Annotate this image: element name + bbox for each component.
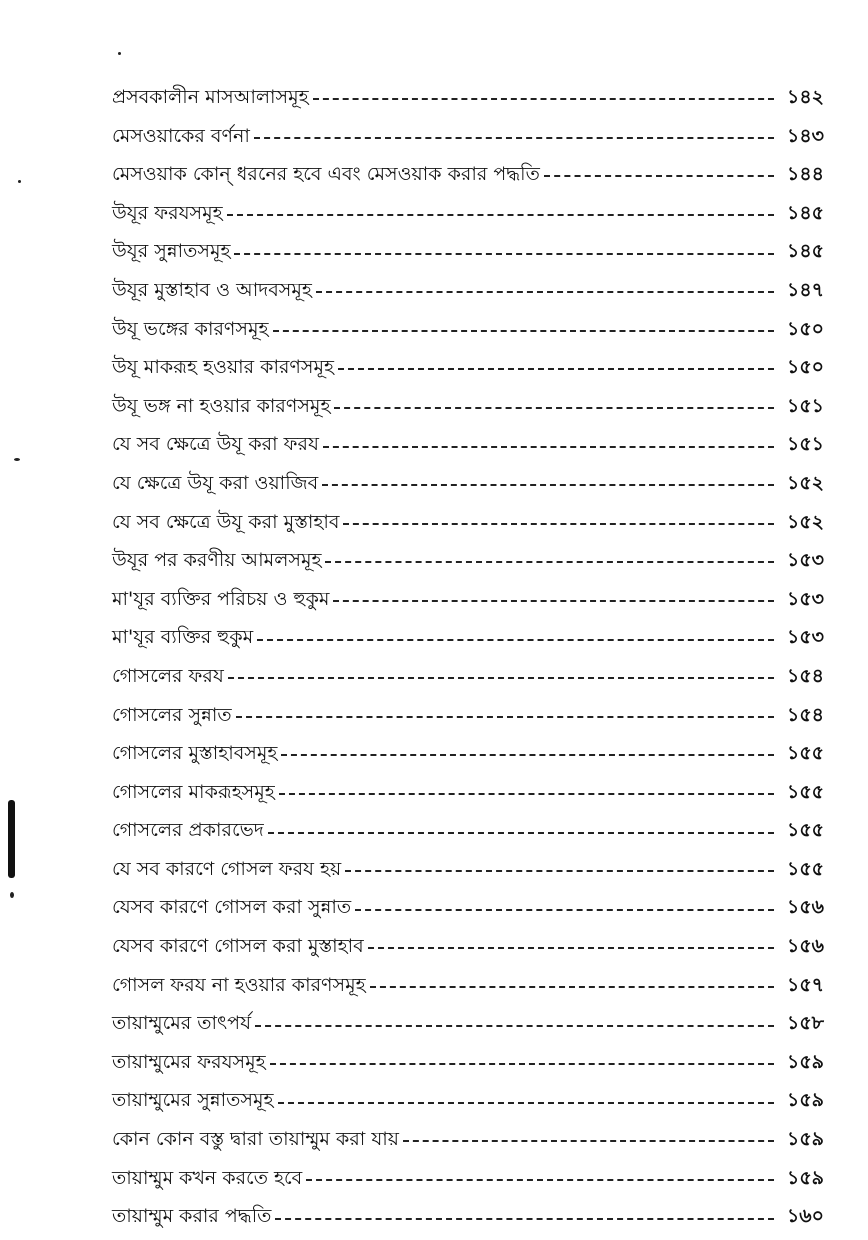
toc-dot-leader xyxy=(334,407,774,409)
toc-entry-title: গোসলের মাকরূহসমূহ xyxy=(112,780,275,803)
toc-page-number: ১৪৪ xyxy=(787,163,824,186)
toc-entry xyxy=(112,348,824,387)
toc-dot-leader xyxy=(275,1218,774,1220)
toc-entry xyxy=(112,117,824,156)
toc-dot-leader xyxy=(270,1063,774,1065)
toc-entry xyxy=(112,618,824,657)
toc-dot-leader xyxy=(316,291,774,293)
toc-entry-title: উযূর মুস্তাহাব ও আদবসমূহ xyxy=(112,278,312,301)
toc-entry xyxy=(112,387,824,426)
toc-dot-leader xyxy=(281,754,774,756)
scan-speck xyxy=(18,180,21,183)
toc-entry-title: গোসলের ফরয xyxy=(112,664,224,687)
toc-entry xyxy=(112,464,824,503)
toc-entry xyxy=(112,811,824,850)
scan-edge-mark xyxy=(8,800,15,878)
toc-entry-title: মেসওয়াকের বর্ণনা xyxy=(112,124,250,147)
toc-page-number: ১৫৮ xyxy=(787,1012,824,1035)
toc-entry-title: তায়াম্মুমের ফরযসমূহ xyxy=(112,1050,266,1073)
toc-dot-leader xyxy=(234,253,774,255)
toc-entry-title: তায়াম্মুম করার পদ্ধতি xyxy=(112,1205,272,1228)
toc-entry-title: তায়াম্মুম কখন করতে হবে xyxy=(112,1166,303,1189)
toc-entry xyxy=(112,78,824,117)
toc-dot-leader xyxy=(322,484,774,486)
toc-entry-title: তায়াম্মুমের তাৎপর্য xyxy=(112,1012,252,1035)
toc-entry xyxy=(112,194,824,233)
toc-dot-leader xyxy=(255,1025,774,1027)
toc-entry-title: উযূ ভঙ্গের কারণসমূহ xyxy=(112,317,269,340)
toc-dot-leader xyxy=(273,330,775,332)
toc-dot-leader xyxy=(257,639,774,641)
toc-page-number: ১৪৫ xyxy=(787,240,824,263)
toc-page-number: ১৫৭ xyxy=(786,973,824,996)
toc-dot-leader xyxy=(345,870,774,872)
toc-page-number: ১৫৯ xyxy=(787,1166,824,1189)
toc-entry-title: মেসওয়াক কোন্ ধরনের হবে এবং মেসওয়াক করার পদ্ধতি xyxy=(112,163,540,186)
toc-dot-leader xyxy=(268,832,774,834)
toc-dot-leader xyxy=(279,793,774,795)
toc-page-number: ১৫১ xyxy=(787,433,824,456)
toc-page-number: ১৫৫ xyxy=(787,780,824,803)
toc-dot-leader xyxy=(306,1179,774,1181)
toc-dot-leader xyxy=(278,1102,775,1104)
toc-entry xyxy=(112,696,824,735)
toc-entry xyxy=(112,773,824,812)
toc-entry xyxy=(112,580,824,619)
toc-entry xyxy=(112,1081,824,1120)
toc-entry-title: যেসব কারণে গোসল করা সুন্নাত xyxy=(112,896,352,919)
toc-entry-title: গোসলের প্রকারভেদ xyxy=(112,819,264,842)
toc-page-number: ১৫৯ xyxy=(787,1050,824,1073)
scan-speck xyxy=(118,52,121,55)
toc-page-number: ১৫৩ xyxy=(786,587,824,610)
toc-page-number: ১৫৬ xyxy=(786,935,824,958)
toc-page-number: ১৫০ xyxy=(786,356,824,379)
toc-entry-title: গোসল ফরয না হওয়ার কারণসমূহ xyxy=(112,973,366,996)
toc-page-number: ১৫৬ xyxy=(786,896,824,919)
toc-dot-leader xyxy=(333,600,774,602)
toc-entry xyxy=(112,310,824,349)
toc-page-number: ১৫৪ xyxy=(787,664,824,687)
toc-entry-title: উযূর পর করণীয় আমলসমূহ xyxy=(112,549,322,572)
toc-dot-leader xyxy=(370,986,774,988)
toc-page-number: ১৪৩ xyxy=(786,124,824,147)
toc-dot-leader xyxy=(227,214,774,216)
toc-page-number: ১৫৩ xyxy=(786,626,824,649)
toc-dot-leader xyxy=(313,98,774,100)
toc-entry-title: উযূ মাকরূহ হওয়ার কারণসমূহ xyxy=(112,356,334,379)
toc-entry-title: মা'যূর ব্যক্তির হুকুম xyxy=(112,626,254,649)
toc-entry-title: যে সব ক্ষেত্রে উযূ করা মুস্তাহাব xyxy=(112,510,340,533)
toc-page-number: ১৬০ xyxy=(786,1205,824,1228)
toc-dot-leader xyxy=(236,716,774,718)
toc-entry xyxy=(112,927,824,966)
toc-dot-leader xyxy=(343,523,774,525)
toc-entry xyxy=(112,1159,824,1198)
toc-entry-title: যে সব ক্ষেত্রে উযূ করা ফরয xyxy=(112,433,319,456)
toc-dot-leader xyxy=(325,561,774,563)
toc-page-number: ১৫৯ xyxy=(787,1089,824,1112)
toc-page-number: ১৫২ xyxy=(786,510,824,533)
toc-entry xyxy=(112,232,824,271)
toc-page-number: ১৫০ xyxy=(786,317,824,340)
toc-entry xyxy=(112,1043,824,1082)
toc-entry xyxy=(112,155,824,194)
toc-entry xyxy=(112,966,824,1005)
toc-entry xyxy=(112,1004,824,1043)
toc-dot-leader xyxy=(355,909,774,911)
toc-entry xyxy=(112,850,824,889)
toc-entry-title: উযূর ফরযসমূহ xyxy=(112,201,223,224)
toc-page-number: ১৫২ xyxy=(786,471,824,494)
toc-entry xyxy=(112,425,824,464)
toc-entry-title: যে সব কারণে গোসল ফরয হয় xyxy=(112,857,342,880)
toc-entry xyxy=(112,541,824,580)
toc-page-number: ১৫৫ xyxy=(787,857,824,880)
scan-speck xyxy=(10,892,14,898)
toc-page-number: ১৫৫ xyxy=(787,742,824,765)
toc-page-number: ১৫১ xyxy=(787,394,824,417)
toc-page-number: ১৪৫ xyxy=(787,201,824,224)
toc-entry xyxy=(112,271,824,310)
toc-dot-leader xyxy=(403,1140,774,1142)
toc-entry-title: উযূর সুন্নাতসমূহ xyxy=(112,240,231,263)
toc-dot-leader xyxy=(228,677,774,679)
toc-page-number: ১৫৯ xyxy=(787,1128,824,1151)
toc-entry-title: গোসলের মুস্তাহাবসমূহ xyxy=(112,742,278,765)
scan-speck xyxy=(14,458,20,461)
toc-entry-title: প্রসবকালীন মাসআলাসমূহ xyxy=(112,86,309,108)
toc-dot-leader xyxy=(368,947,774,949)
toc-entry-title: মা'যূর ব্যক্তির পরিচয় ও হুকুম xyxy=(112,587,330,610)
toc-page-number: ১৫৩ xyxy=(786,549,824,572)
toc-entry-title: গোসলের সুন্নাত xyxy=(112,703,232,726)
toc-entry xyxy=(112,1120,824,1159)
toc-entry xyxy=(112,1197,824,1236)
toc-page-number: ১৪২ xyxy=(786,86,824,108)
toc-entry xyxy=(112,657,824,696)
toc-entry xyxy=(112,888,824,927)
toc-page-number: ১৫৫ xyxy=(787,819,824,842)
toc-entry xyxy=(112,503,824,542)
toc-dot-leader xyxy=(254,137,774,139)
toc-entry-title: যেসব কারণে গোসল করা মুস্তাহাব xyxy=(112,935,364,958)
table-of-contents xyxy=(112,78,824,1236)
toc-entry-title: উযূ ভঙ্গ না হওয়ার কারণসমূহ xyxy=(112,394,331,417)
toc-dot-leader xyxy=(544,175,774,177)
toc-entry xyxy=(112,734,824,773)
toc-dot-leader xyxy=(338,368,774,370)
toc-entry-title: তায়াম্মুমের সুন্নাতসমূহ xyxy=(112,1089,274,1112)
toc-page-number: ১৪৭ xyxy=(786,278,824,301)
toc-entry-title: কোন কোন বস্তু দ্বারা তায়াম্মুম করা যায় xyxy=(112,1128,399,1151)
toc-entry-title: যে ক্ষেত্রে উযূ করা ওয়াজিব xyxy=(112,471,319,494)
toc-page-number: ১৫৪ xyxy=(787,703,824,726)
toc-dot-leader xyxy=(323,446,774,448)
